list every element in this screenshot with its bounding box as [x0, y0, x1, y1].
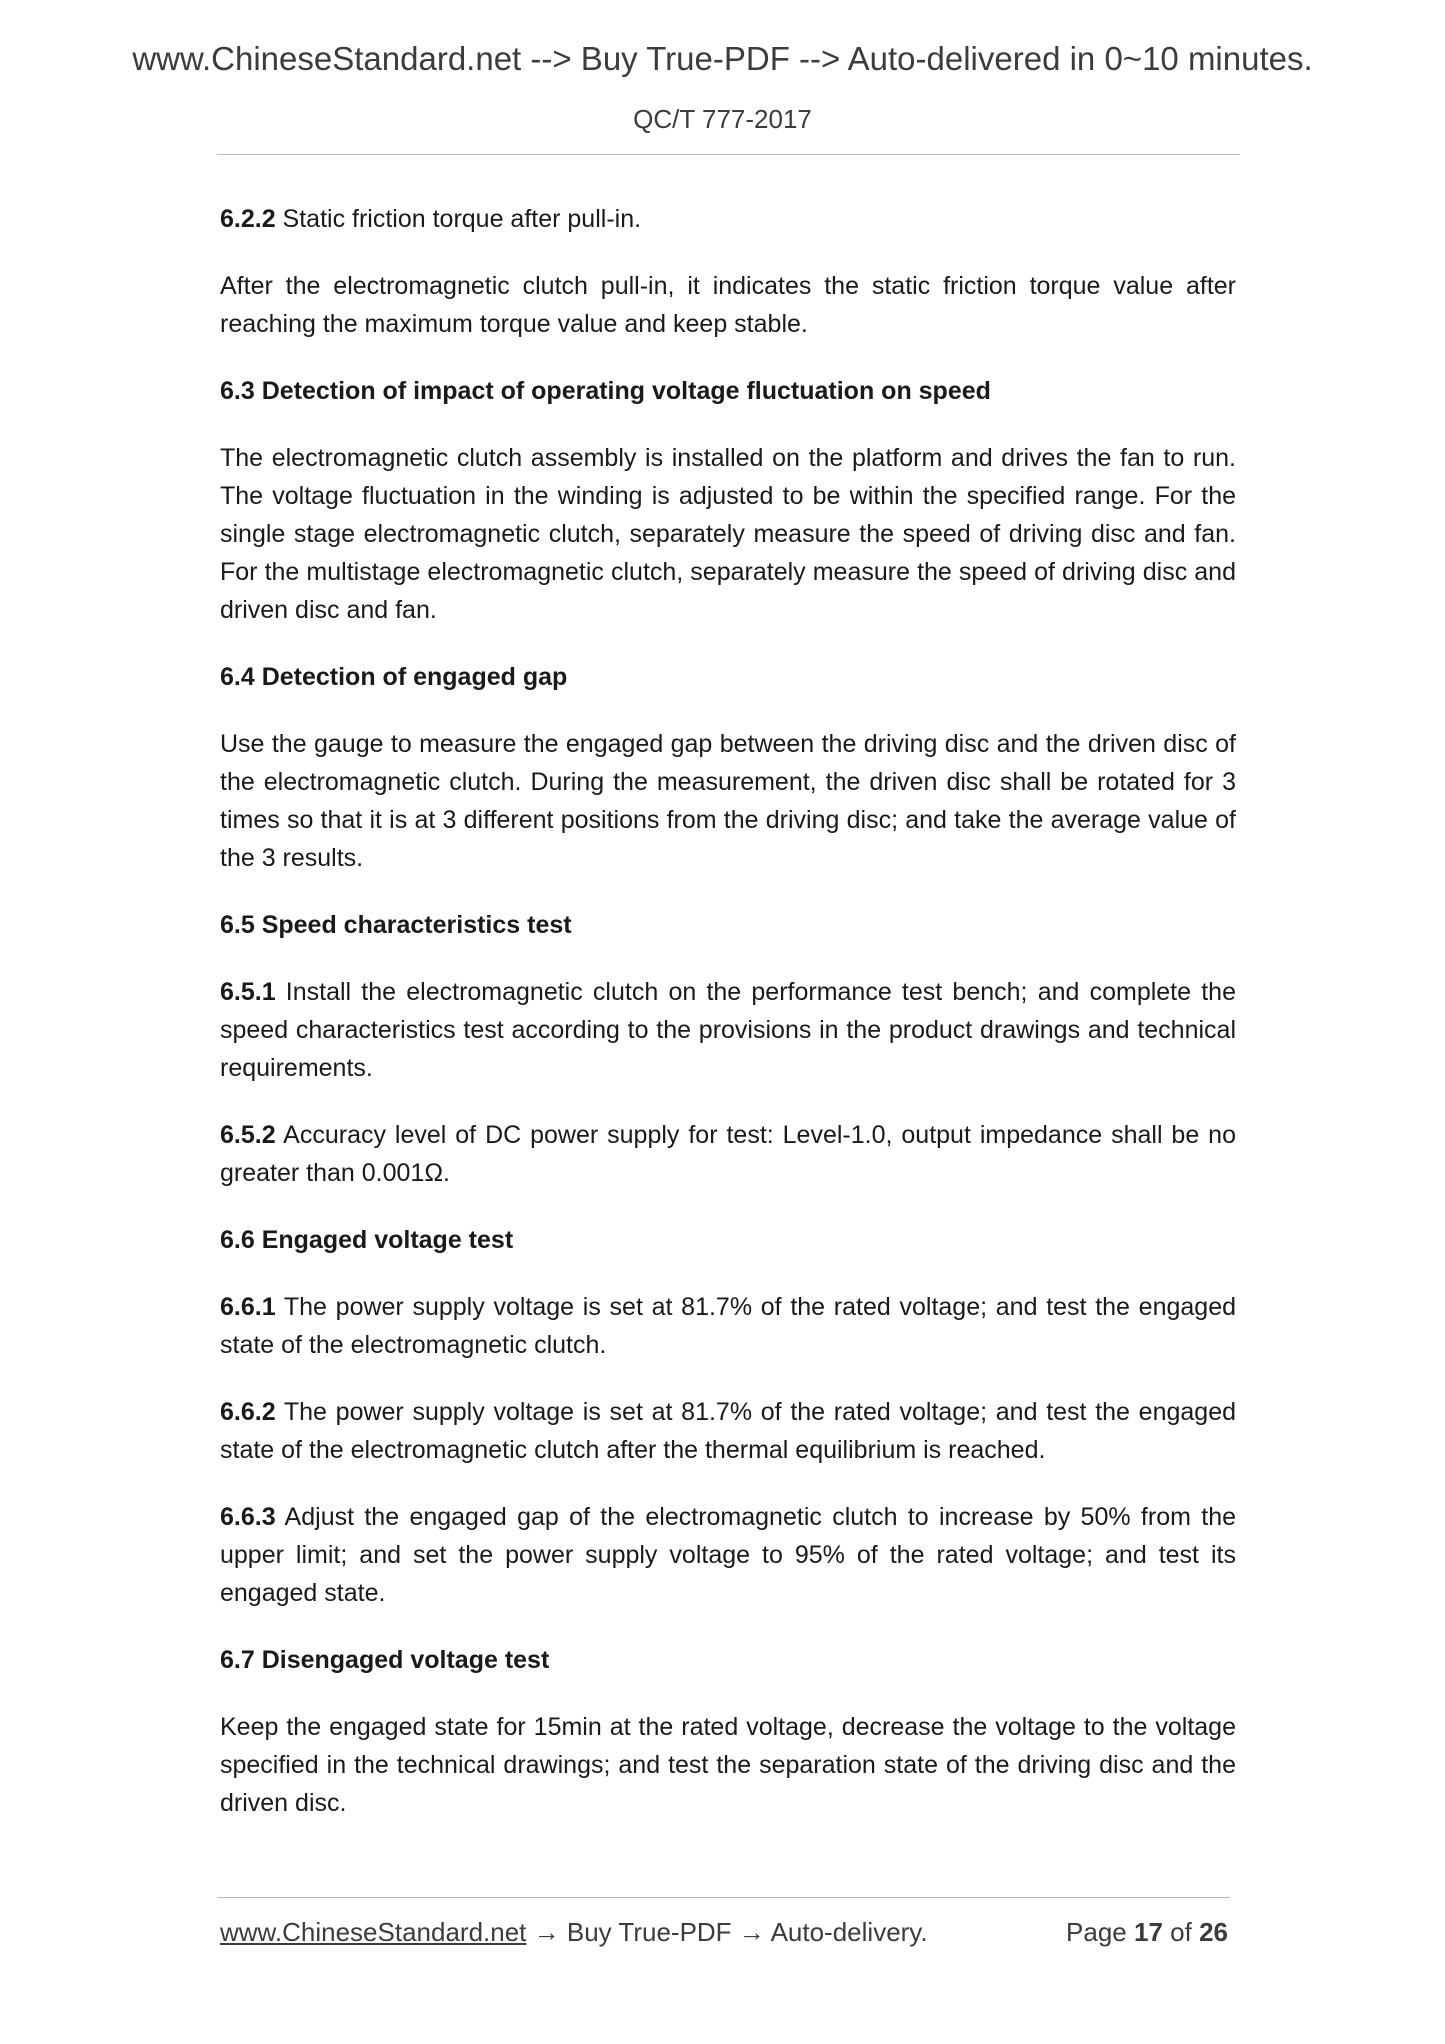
- page-number: 17: [1134, 1917, 1163, 1947]
- clause-text: Static friction torque after pull-in.: [275, 205, 642, 233]
- clause-text: Adjust the engaged gap of the electromagnetic clutch to increase by 50% from the upper limit; and set the power supply voltage to 95% of the rated voltage; and test its engaged state.: [220, 1503, 1236, 1607]
- clause-6-5-2: [220, 1116, 1236, 1192]
- page-label: Page: [1066, 1917, 1127, 1947]
- clause-text: Accuracy level of DC power supply for test: Level-1.0, output impedance shall be no greater than 0.001Ω.: [220, 1121, 1236, 1187]
- clause-number: 6.6.1: [220, 1293, 276, 1321]
- clause-6-2-2: [220, 200, 1236, 238]
- clause-number: 6.5.1: [220, 978, 276, 1006]
- footer-promo: [220, 1917, 928, 1948]
- clause-6-5-1: [220, 973, 1236, 1087]
- paragraph: The electromagnetic clutch assembly is installed on the platform and drives the fan to run. The voltage fluctuation in the winding is adjusted to be within the specified range. For the single stage electromagnetic clutch, separately measure the speed of driving disc and fan. For the multistage electromagnetic clutch, separately measure the speed of driving disc and driven disc and fan.: [220, 444, 1236, 624]
- section-heading-6-7: 6.7 Disengaged voltage test: [220, 1646, 550, 1674]
- document-id: QC/T 777-2017: [633, 104, 812, 134]
- clause-6-6-3: [220, 1498, 1236, 1612]
- page-total: 26: [1199, 1917, 1228, 1947]
- section-heading-6-6: 6.6 Engaged voltage test: [220, 1226, 514, 1254]
- header-divider: [217, 154, 1240, 155]
- clause-number: 6.6.3: [220, 1503, 276, 1531]
- clause-text: The power supply voltage is set at 81.7% of the rated voltage; and test the engaged state of the electromagnetic clutch after the thermal equilibrium is reached.: [220, 1398, 1236, 1464]
- footer-divider: [217, 1897, 1230, 1898]
- section-heading-6-4: 6.4 Detection of engaged gap: [220, 663, 568, 691]
- paragraph: Use the gauge to measure the engaged gap between the driving disc and the driven disc of the electromagnetic clutch. During the measurement, the driven disc shall be rotated for 3 times so that it is at 3 different positions from the driving disc; and take the average value of the 3 results.: [220, 730, 1236, 872]
- paragraph: Keep the engaged state for 15min at the rated voltage, decrease the voltage to the voltage specified in the technical drawings; and test the separation state of the driving disc and the driven disc.: [220, 1713, 1236, 1817]
- section-heading-6-5: 6.5 Speed characteristics test: [220, 911, 572, 939]
- footer-promo-text: → Buy True-PDF → Auto-delivery.: [526, 1917, 928, 1947]
- clause-number: 6.5.2: [220, 1121, 276, 1149]
- site-banner: www.ChineseStandard.net --> Buy True-PDF --> Auto-delivered in 0~10 minutes.: [132, 40, 1313, 77]
- document-body: [220, 200, 1236, 1851]
- clause-number: 6.2.2: [220, 205, 276, 233]
- clause-6-6-1: [220, 1288, 1236, 1364]
- section-heading-6-3: 6.3 Detection of impact of operating voltage fluctuation on speed: [220, 377, 991, 405]
- page-footer: [220, 1917, 1228, 1957]
- paragraph: After the electromagnetic clutch pull-in, it indicates the static friction torque value after reaching the maximum torque value and keep stable.: [220, 272, 1236, 338]
- footer-site-link[interactable]: www.ChineseStandard.net: [220, 1917, 527, 1947]
- page-of-label: of: [1170, 1917, 1192, 1947]
- clause-text: The power supply voltage is set at 81.7% of the rated voltage; and test the engaged state of the electromagnetic clutch.: [220, 1293, 1236, 1359]
- clause-number: 6.6.2: [220, 1398, 276, 1426]
- clause-text: Install the electromagnetic clutch on the performance test bench; and complete the speed characteristics test according to the provisions in the product drawings and technical requirements.: [220, 978, 1236, 1082]
- page-indicator: [1066, 1917, 1228, 1948]
- clause-6-6-2: [220, 1393, 1236, 1469]
